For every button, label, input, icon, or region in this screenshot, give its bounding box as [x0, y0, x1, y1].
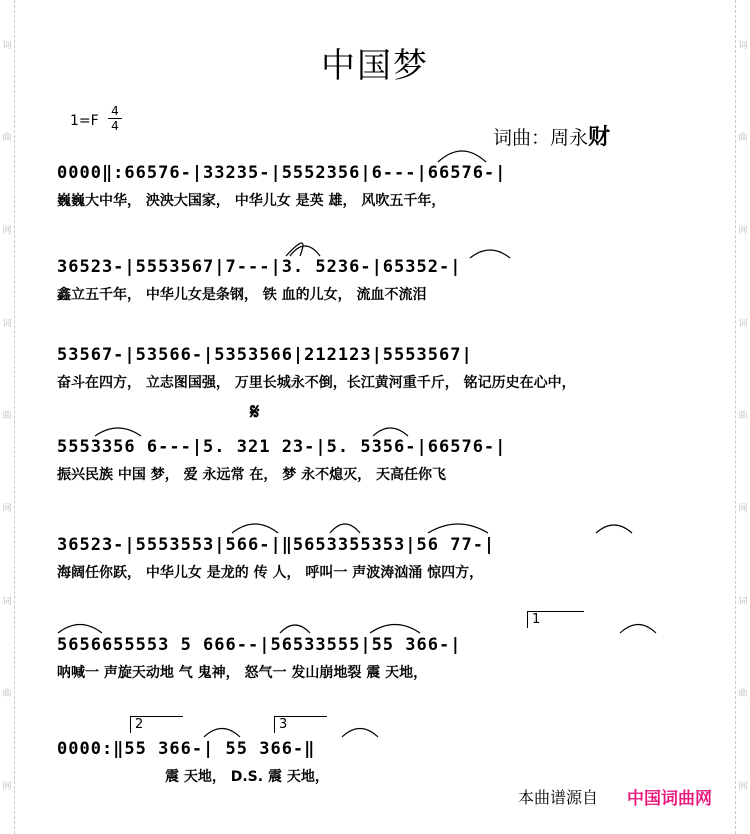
lyrics-line: 鑫立五千年， 中华儿女是条钢， 铁 血的儿女， 流血不流泪 — [57, 287, 427, 303]
lyrics-line: 奋斗在四方， 立志图国强， 万里长城永不倒，长江黄河重千斤， 铭记历史在心中， — [57, 375, 576, 391]
watermark-char: 网 — [2, 504, 12, 515]
notation-line: 0000:‖55 366-| 55 366-‖ — [57, 739, 316, 759]
notation-line: 36523-|5553553|566-|‖5653355353|56 77-| — [57, 535, 496, 555]
time-signature-bottom: 4 — [108, 118, 122, 133]
watermark-char: 词 — [2, 318, 12, 329]
watermark-char: 网 — [738, 226, 748, 237]
watermark-char: 网 — [2, 226, 12, 237]
composer-last-char: 财 — [588, 125, 611, 150]
notation-line: 5553356 6---|5. 321 23-|5. 5356-|66576-| — [57, 437, 507, 457]
notation-line: 0000‖:66576-|33235-|5552356|6---|66576-| — [57, 163, 507, 183]
watermark-char: 曲 — [2, 689, 12, 700]
source-label: 本曲谱源自 — [518, 788, 599, 807]
watermark-char: 词 — [738, 596, 748, 607]
notation-line: 53567-|53566-|5353566|212123|5553567| — [57, 345, 473, 365]
volta-label: 2 — [135, 717, 144, 732]
key-signature: 1=F — [70, 113, 99, 129]
watermark-char: 词 — [738, 318, 748, 329]
watermark-char: 词 — [738, 40, 748, 51]
lyrics-line: 海阔任你跃， 中华儿女 是龙的 传 人， 呼叫一 声波涛汹涌 惊四方， — [57, 565, 484, 581]
volta-label: 3 — [279, 717, 288, 732]
watermark-char: 网 — [738, 782, 748, 793]
volta-bracket-2 — [130, 716, 183, 733]
left-watermark-strip — [0, 0, 15, 834]
right-watermark-strip — [735, 0, 750, 834]
site-name-link[interactable]: 中国词曲网 — [627, 789, 712, 809]
composer-label: 词曲：周永 — [493, 127, 589, 149]
time-signature — [108, 104, 122, 134]
segno-sign: 𝄋 — [250, 400, 260, 425]
watermark-char: 曲 — [738, 411, 748, 422]
volta-bracket-1 — [527, 611, 584, 628]
watermark-char: 曲 — [738, 689, 748, 700]
lyrics-line: 振兴民族 中国 梦， 爱 永远常 在， 梦 永不熄灭， 天高任你飞 — [57, 467, 446, 483]
watermark-char: 网 — [738, 504, 748, 515]
watermark-char: 曲 — [2, 133, 12, 144]
watermark-char: 词 — [2, 596, 12, 607]
volta-label: 1 — [532, 612, 541, 627]
volta-bracket-3 — [274, 716, 327, 733]
watermark-char: 曲 — [738, 133, 748, 144]
watermark-char: 网 — [2, 782, 12, 793]
notation-line: 5656655553 5 666--|56533555|55 366-| — [57, 635, 462, 655]
composer-credit — [493, 120, 610, 151]
watermark-char: 曲 — [2, 411, 12, 422]
lyrics-line: 巍巍大中华， 泱泱大国家， 中华儿女 是英 雄， 风吹五千年， — [57, 193, 446, 209]
song-title: 中国梦 — [321, 46, 429, 86]
lyrics-line: 震 天地， D.S. 震 天地， — [165, 769, 329, 785]
notation-line: 36523-|5553567|7---|3. 5236-|65352-| — [57, 257, 462, 277]
time-signature-top: 4 — [111, 104, 119, 118]
lyrics-line: 呐喊一 声旋天动地 气 鬼神， 怒气一 发山崩地裂 震 天地， — [57, 665, 428, 681]
watermark-char: 词 — [2, 40, 12, 51]
